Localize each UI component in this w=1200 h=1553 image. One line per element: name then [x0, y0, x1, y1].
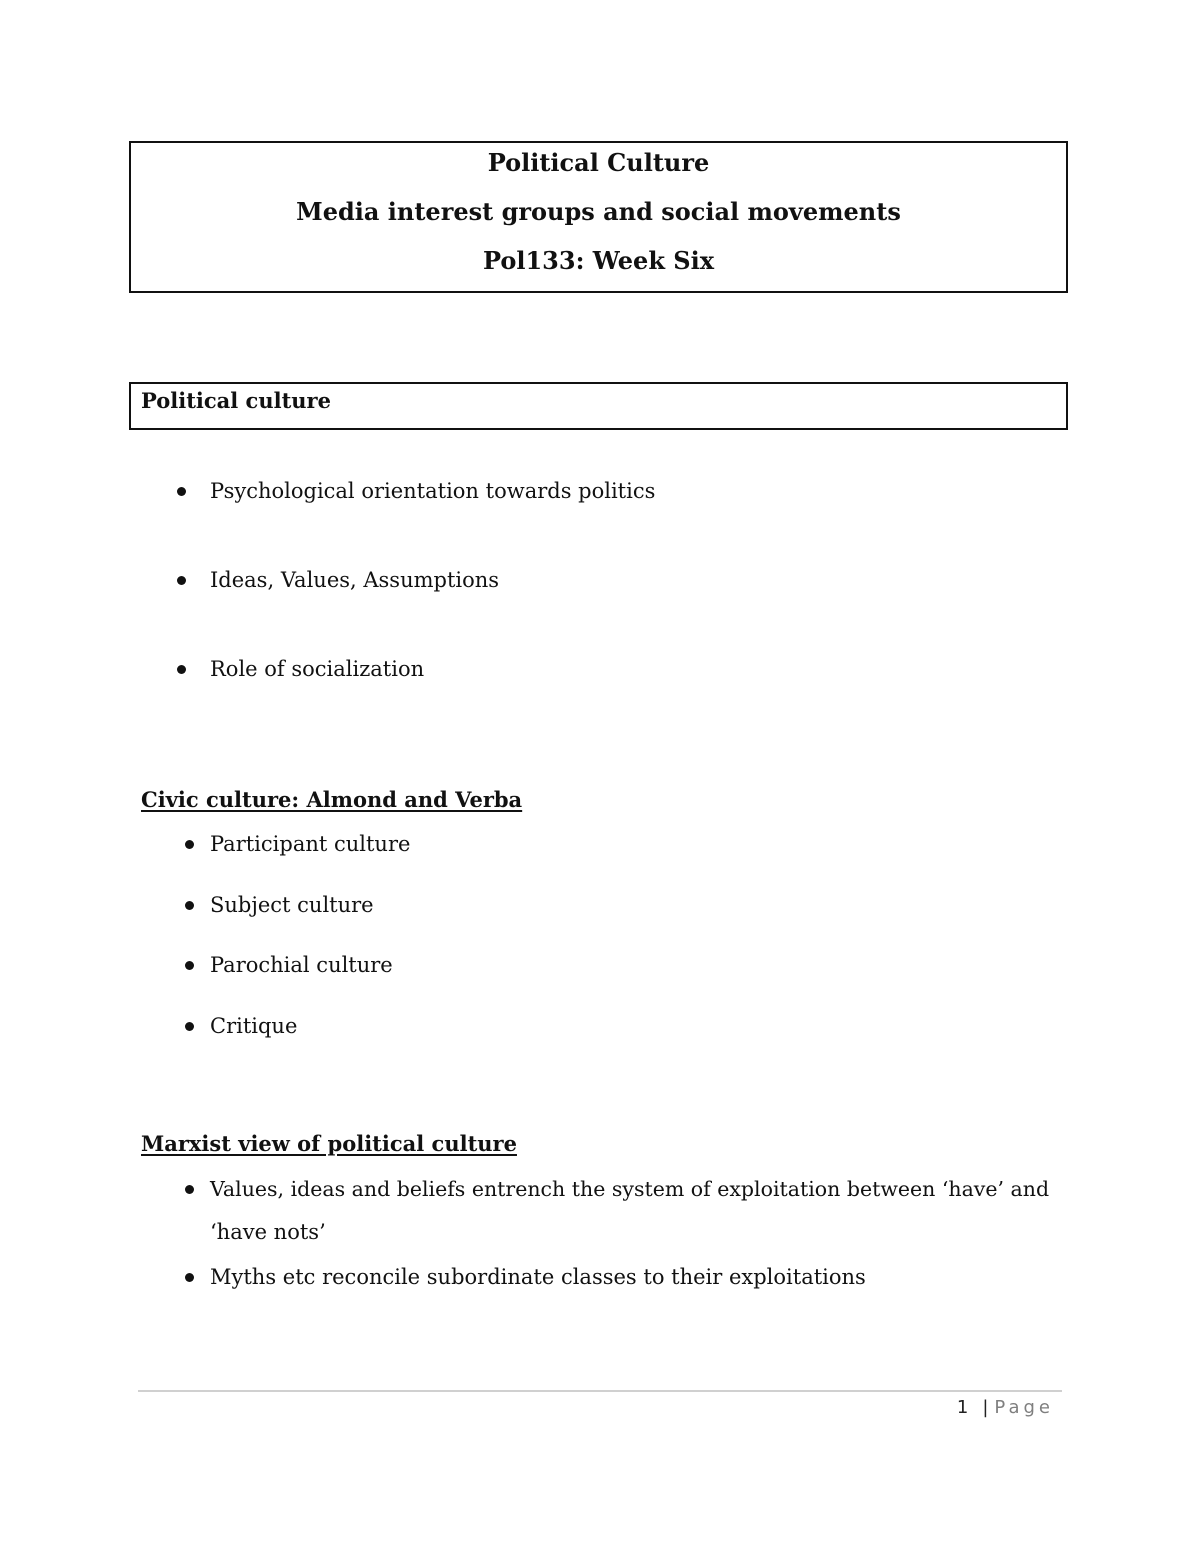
list-item-text: Values, ideas and beliefs entrench the system of exploitation between ‘have’ and [210, 1177, 1050, 1201]
bullet-icon [185, 1273, 194, 1282]
list-item-text: Parochial culture [210, 953, 393, 977]
list-item-text: Ideas, Values, Assumptions [210, 568, 500, 592]
page-number: 1 [956, 1397, 969, 1418]
document-subtitle: Media interest groups and social movements [296, 197, 901, 226]
bullet-icon [177, 665, 186, 674]
section-heading-political-culture: Political culture [141, 388, 331, 413]
list-item-text: Subject culture [210, 893, 374, 917]
section-heading-box [129, 382, 1068, 430]
bullet-icon [185, 961, 194, 970]
title-box [129, 141, 1068, 293]
footer-separator: | [982, 1397, 989, 1418]
page-footer [957, 1396, 1054, 1420]
section-heading-marxist-view: Marxist view of political culture [141, 1131, 517, 1156]
section-heading-civic-culture: Civic culture: Almond and Verba [141, 787, 523, 812]
list-item-text: Role of socialization [210, 657, 425, 681]
bullet-icon [177, 576, 186, 585]
page-word: Page [994, 1397, 1054, 1418]
list-item-text: Myths etc reconcile subordinate classes to their exploitations [210, 1265, 866, 1289]
bullet-icon [185, 901, 194, 910]
bullet-icon [185, 1185, 194, 1194]
bullet-icon [185, 1022, 194, 1031]
course-week: Pol133: Week Six [482, 246, 715, 275]
list-item-text: Participant culture [210, 832, 411, 856]
list-item-text: ‘have nots’ [210, 1220, 326, 1244]
document-title: Political Culture [487, 148, 710, 177]
list-item-text: Psychological orientation towards politics [210, 479, 656, 503]
list-item-text: Critique [210, 1014, 298, 1038]
bullet-icon [177, 487, 186, 496]
bullet-icon [185, 840, 194, 849]
footer-divider [138, 1390, 1062, 1392]
